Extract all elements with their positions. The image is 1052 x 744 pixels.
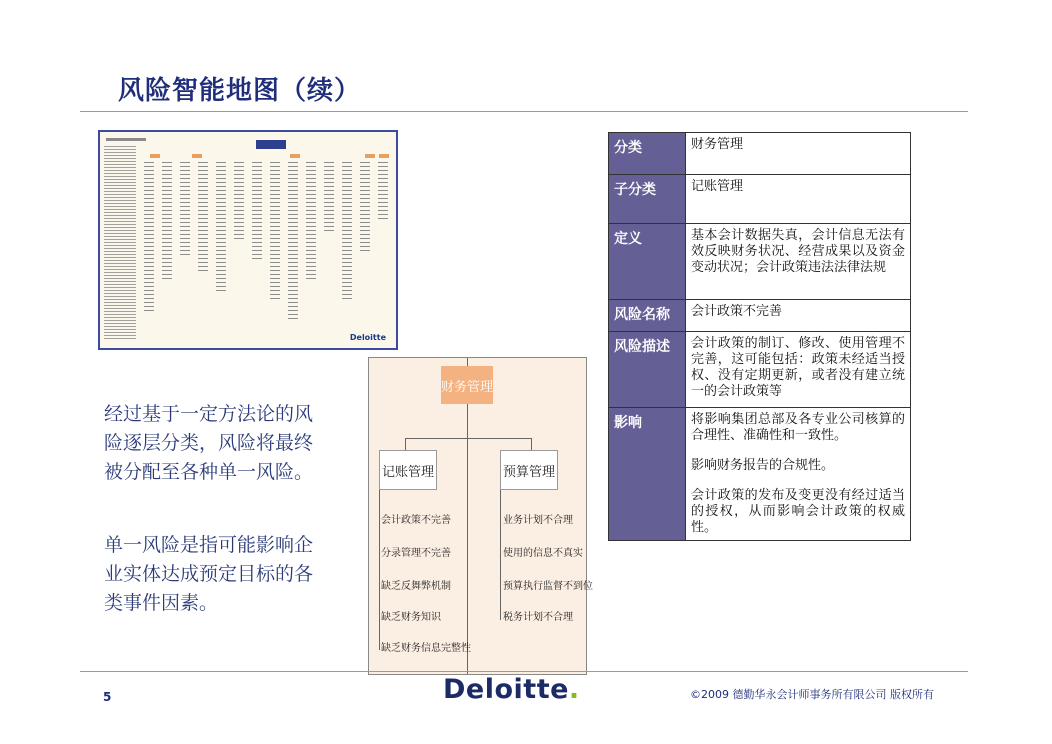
row-value-text: 会计政策的制订、修改、使用管理不完善，这可能包括：政策未经适当授权、没有定期更新，或者没有建立统一的会计政策等 [691,336,905,399]
tree-leaf-left: 会计政策不完善 [381,515,451,526]
table-row [609,300,911,332]
table-row [609,175,911,224]
thumbnail-risk-column [324,162,334,232]
thumbnail-risk-column [234,162,244,242]
thumbnail-risk-column [288,162,298,322]
thumbnail-root-box [256,140,286,149]
row-key-definition: 定义 [609,224,686,300]
thumbnail-risk-column [180,162,190,257]
row-value-risk-name [686,300,911,332]
impact-item: 将影响集团总部及各专业公司核算的合理性、准确性和一致性。 [691,412,905,443]
body-paragraph-1: 经过基于一定方法论的风险逐层分类，风险将最终被分配至各种单一风险。 [104,403,314,483]
page-title: 风险智能地图（续） [118,76,362,106]
tree-leaf-right: 使用的信息不真实 [503,548,583,559]
tree-leaf-left: 缺乏反舞弊机制 [381,581,451,592]
body-paragraph-2: 单一风险是指可能影响企业实体达成预定目标的各类事件因素。 [104,534,314,614]
row-key-impact: 影响 [609,408,686,541]
thumbnail-risk-column [270,162,280,302]
deloitte-logo [443,674,580,705]
thumbnail-risk-column [306,162,316,282]
row-value-text: 财务管理 [691,137,744,152]
thumbnail-risk-column [198,162,208,272]
tree-root-node: 财务管理 [441,366,493,404]
thumbnail-risk-column [144,162,154,312]
row-value-risk-description [686,332,911,408]
row-value-text: 记账管理 [691,179,744,194]
page-number: 5 [103,690,112,704]
tree-leaf-right: 预算执行监督不到位 [503,581,593,592]
table-row [609,332,911,408]
thumbnail-risk-column [378,162,388,222]
risk-map-thumbnail [98,130,398,350]
thumbnail-risk-column [252,162,262,262]
thumbnail-category-box [290,154,300,158]
tree-node-right: 预算管理 [500,450,558,490]
risk-tree-diagram [368,357,593,675]
tree-leaf-right: 业务计划不合理 [503,515,573,526]
thumbnail-text-column [104,146,136,340]
row-key-risk-description: 风险描述 [609,332,686,408]
thumbnail-category-box [365,154,375,158]
thumbnail-risk-column [342,162,352,302]
tree-leaf-right: 税务计划不合理 [503,612,573,623]
tree-branch-line [405,438,531,439]
logo-dot: . [568,674,580,705]
thumbnail-category-box [192,154,202,158]
tree-node-left: 记账管理 [379,450,437,490]
tree-connector [467,358,468,366]
tree-right-spine [500,490,501,620]
title-divider [80,111,968,112]
row-value-definition [686,224,911,300]
thumbnail-category-box [379,154,389,158]
thumbnail-heading-line [106,138,146,141]
tree-leaf-left: 分录管理不完善 [381,548,451,559]
table-row [609,133,911,175]
thumbnail-risk-column [360,162,370,252]
tree-connector [405,438,406,450]
footer-divider [80,671,968,672]
row-key-subcategory: 子分类 [609,175,686,224]
thumbnail-risk-column [162,162,172,282]
row-key-risk-name: 风险名称 [609,300,686,332]
table-row [609,408,911,541]
tree-leaf-left: 缺乏财务知识 [381,612,441,623]
tree-trunk-line [467,404,468,674]
thumbnail-category-box [150,154,160,158]
impact-item: 影响财务报告的合规性。 [691,458,835,473]
row-value-text: 基本会计数据失真，会计信息无法有效反映财务状况、经营成果以及资金变动状况；会计政策违法法律法规 [691,228,905,275]
row-value-category [686,133,911,175]
logo-text: Deloitte [443,674,569,705]
tree-left-spine [379,490,380,650]
row-key-category: 分类 [609,133,686,175]
tree-leaf-left: 缺乏财务信息完整性 [381,643,471,654]
row-value-impact [686,408,911,541]
thumbnail-logo: Deloitte [349,333,386,342]
row-value-subcategory [686,175,911,224]
copyright-notice: ©2009 德勤华永会计师事务所有限公司 版权所有 [690,688,934,701]
thumbnail-risk-column [216,162,226,292]
row-value-text: 会计政策不完善 [691,304,783,319]
table-row [609,224,911,300]
impact-item: 会计政策的发布及变更没有经过适当的授权，从而影响会计政策的权威性。 [691,488,905,535]
risk-attribute-table [608,132,911,541]
tree-connector [531,438,532,450]
